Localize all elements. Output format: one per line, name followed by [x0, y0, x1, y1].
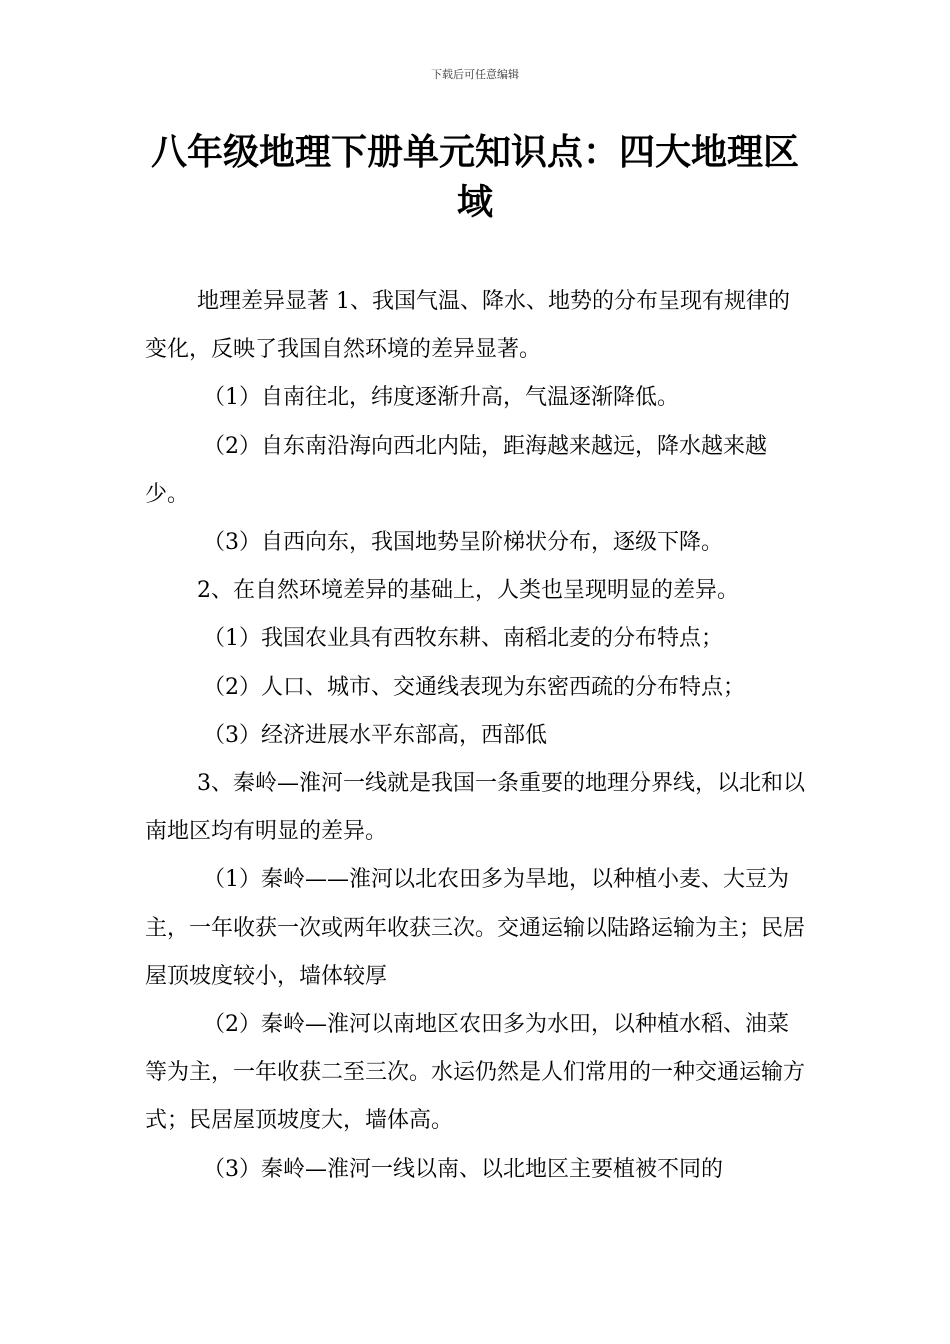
paragraph: （1）我国农业具有西牧东耕、南稻北麦的分布特点； [203, 626, 723, 652]
document-title: 八年级地理下册单元知识点：四大地理区域 [150, 132, 799, 223]
paragraph: （3）经济进展水平东部高，西部低 [203, 722, 547, 748]
paragraph: 地理差异显著 1、我国气温、降水、地势的分布呈现有规律的变化，反映了我国自然环境的差异显著。 [145, 289, 790, 363]
paragraph: （3）秦岭—淮河一线以南、以北地区主要植被不同的 [203, 1156, 723, 1182]
paragraph: （2）自东南沿海向西北内陆，距海越来越远，降水越来越少。 [145, 433, 767, 507]
paragraph: （1）秦岭——淮河以北农田多为旱地，以种植小麦、大豆为主，一年收获一次或两年收获三次。交通运输以陆路运输为主；民居屋顶坡度较小，墙体较厚 [145, 867, 806, 989]
paragraph: （1）自南往北，纬度逐渐升高，气温逐渐降低。 [203, 385, 679, 411]
paragraph: （3）自西向东，我国地势呈阶梯状分布，逐级下降。 [203, 530, 723, 556]
document-body [145, 278, 810, 1194]
paragraph: （2）秦岭—淮河以南地区农田多为水田，以种植水稻、油菜等为主，一年收获二至三次。水运仍然是人们常用的一种交通运输方式；民居屋顶坡度大，墙体高。 [145, 1012, 806, 1134]
header-note: 下载后可任意编辑 [431, 68, 519, 81]
paragraph: 3、秦岭—淮河一线就是我国一条重要的地理分界线，以北和以南地区均有明显的差异。 [145, 771, 805, 845]
paragraph: 2、在自然环境差异的基础上，人类也呈现明显的差异。 [197, 578, 739, 604]
paragraph: （2）人口、城市、交通线表现为东密西疏的分布特点； [203, 674, 745, 700]
